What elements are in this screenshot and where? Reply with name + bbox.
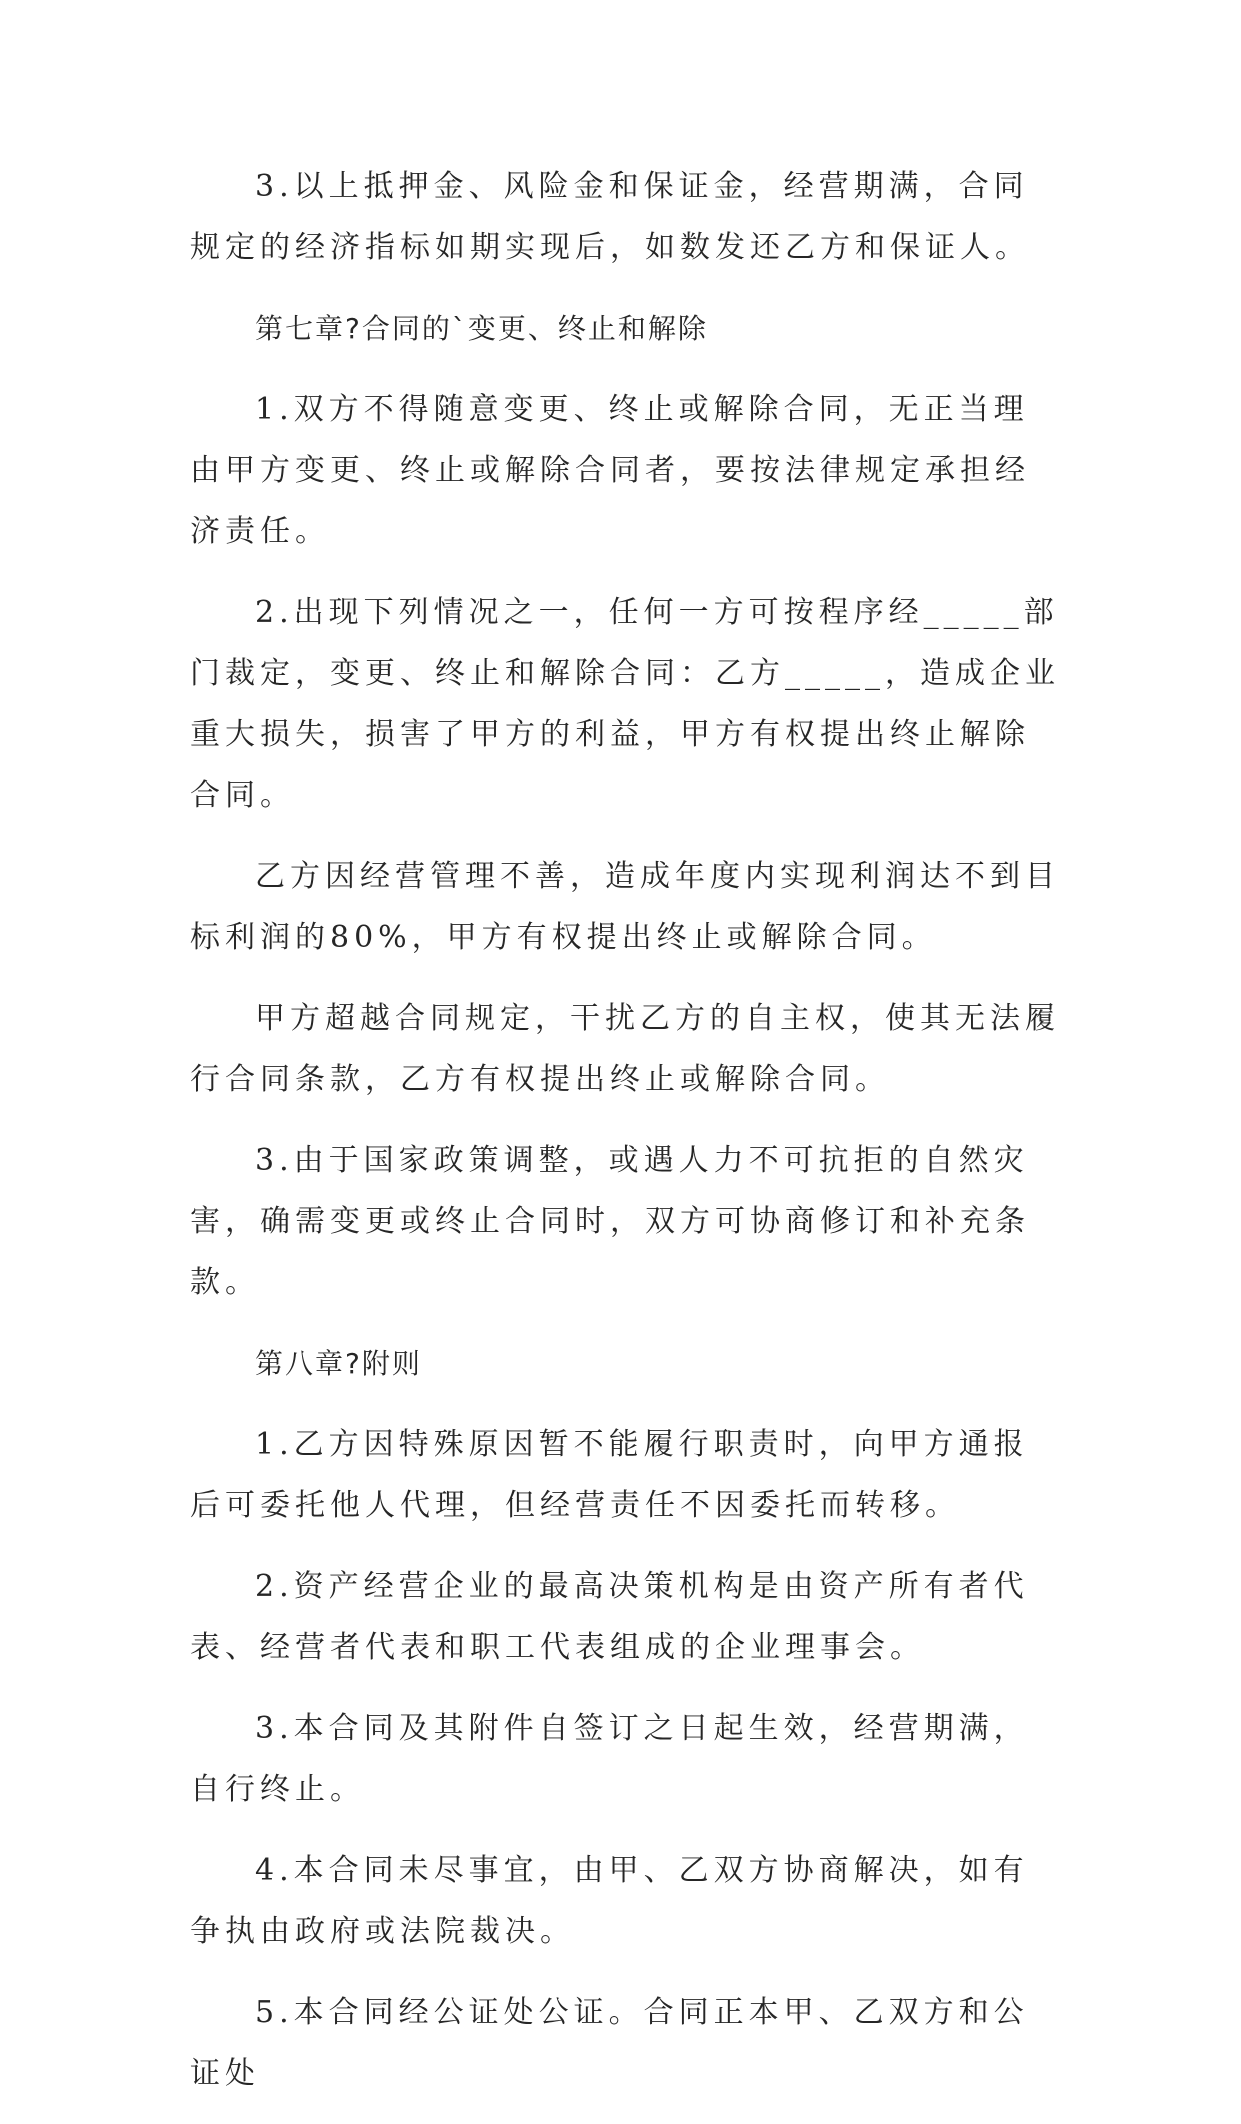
paragraph-7-2-interference: 甲方超越合同规定，干扰乙方的自主权，使其无法履行合同条款，乙方有权提出终止或解除合同。 (190, 1001, 1060, 1097)
paragraph-8-3: 3.本合同及其附件自签订之日起生效，经营期满，自行终止。 (190, 1711, 1029, 1807)
paragraph-7-2-profit: 乙方因经营管理不善，造成年度内实现利润达不到目标利润的80%，甲方有权提出终止或解除合同。 (190, 859, 1060, 955)
paragraph-8-2: 2.资产经营企业的最高决策机构是由资产所有者代表、经营者代表和职工代表组成的企业理事会。 (190, 1569, 1029, 1665)
paragraph-7-2: 2.出现下列情况之一，任何一方可按程序经_____部门裁定，变更、终止和解除合同：乙方_____，造成企业重大损失，损害了甲方的利益，甲方有权提出终止解除合同。 (190, 595, 1060, 813)
paragraph-8-1: 1.乙方因特殊原因暂不能履行职责时，向甲方通报后可委托他人代理，但经营责任不因委托而转移。 (190, 1427, 1029, 1523)
chapter-8-heading: 第八章?附则 (255, 1347, 422, 1380)
paragraph-deposit-return: 3.以上抵押金、风险金和保证金，经营期满，合同规定的经济指标如期实现后，如数发还乙方和保证人。 (190, 169, 1030, 265)
paragraph-7-3: 3.由于国家政策调整，或遇人力不可抗拒的自然灾害，确需变更或终止合同时，双方可协商修订和补充条款。 (190, 1143, 1030, 1300)
chapter-7-heading: 第七章?合同的`变更、终止和解除 (255, 312, 708, 345)
paragraph-7-1: 1.双方不得随意变更、终止或解除合同，无正当理由甲方变更、终止或解除合同者，要按法律规定承担经济责任。 (190, 392, 1030, 549)
document-body (190, 156, 1060, 2124)
paragraph-8-5: 5.本合同经公证处公证。合同正本甲、乙双方和公证处 (190, 1995, 1029, 2091)
paragraph-8-4: 4.本合同未尽事宜，由甲、乙双方协商解决，如有争执由政府或法院裁决。 (190, 1853, 1029, 1949)
